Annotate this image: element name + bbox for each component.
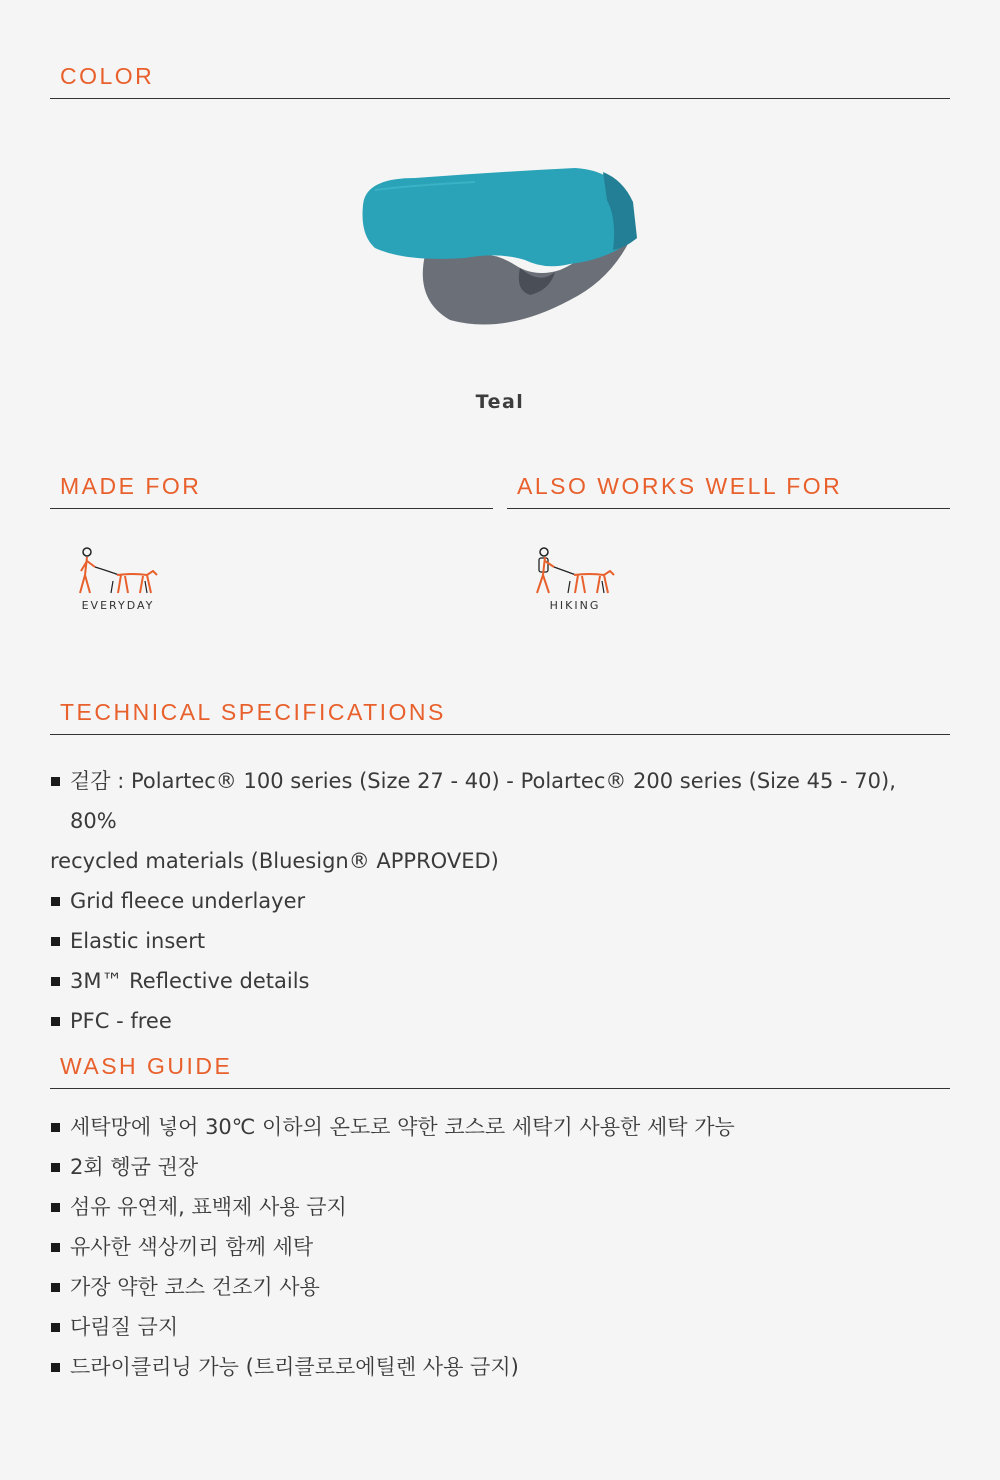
activity-label: EVERYDAY [81, 599, 155, 612]
bullet-icon [51, 977, 60, 986]
wash-guide-title: WASH GUIDE [60, 1053, 233, 1079]
list-item [50, 761, 950, 881]
activity-label: HIKING [549, 599, 601, 612]
bullet-icon [51, 1163, 60, 1172]
list-item [50, 1307, 950, 1347]
wash-text: 드라이클리닝 가능 (트리클로로에틸렌 사용 금지) [70, 1355, 519, 1379]
specs-list [50, 761, 950, 1041]
bullet-icon [51, 1017, 60, 1026]
bullet-icon [51, 1363, 60, 1372]
specs-title: TECHNICAL SPECIFICATIONS [60, 699, 446, 725]
spec-text: PFC - free [70, 1009, 172, 1033]
bullet-icon [51, 1323, 60, 1332]
made-for-divider [50, 508, 493, 509]
activity-hiking [520, 545, 630, 612]
also-works-title: ALSO WORKS WELL FOR [517, 473, 843, 499]
bullet-icon [51, 937, 60, 946]
list-item [50, 1147, 950, 1187]
bullet-icon [51, 1203, 60, 1212]
spec-text: Elastic insert [70, 929, 206, 953]
activity-everyday [63, 545, 173, 612]
list-item [50, 881, 950, 921]
wash-guide-divider [50, 1088, 950, 1089]
bullet-icon [51, 1283, 60, 1292]
bullet-icon [51, 1243, 60, 1252]
hiking-dog-icon [530, 545, 620, 601]
walking-dog-icon [73, 545, 163, 601]
spec-text-continued: recycled materials (Bluesign® APPROVED) [50, 849, 499, 873]
list-item [50, 961, 950, 1001]
specs-divider [50, 734, 950, 735]
bullet-icon [51, 897, 60, 906]
wash-text: 가장 약한 코스 건조기 사용 [70, 1275, 320, 1299]
list-item [50, 1227, 950, 1267]
color-section-divider [50, 98, 950, 99]
wash-text: 2회 헹굼 권장 [70, 1155, 199, 1179]
color-variant-name: Teal [475, 391, 525, 413]
list-item [50, 1107, 950, 1147]
list-item [50, 1347, 950, 1387]
list-item [50, 1187, 950, 1227]
spec-text: 겉감 : Polartec® 100 series (Size 27 - 40) - Polartec® 200 series (Size 45 - 70), 80% [70, 769, 896, 833]
color-section-title: COLOR [60, 63, 155, 89]
wash-text: 다림질 금지 [70, 1315, 179, 1339]
wash-guide-list [50, 1107, 950, 1387]
also-works-divider [507, 508, 950, 509]
made-for-title: MADE FOR [60, 473, 202, 499]
list-item [50, 1267, 950, 1307]
wash-text: 유사한 색상끼리 함께 세탁 [70, 1235, 314, 1259]
spec-text: Grid fleece underlayer [70, 889, 306, 913]
bullet-icon [51, 777, 60, 786]
wash-text: 세탁망에 넣어 30℃ 이하의 온도로 약한 코스로 세탁기 사용한 세탁 가능 [70, 1115, 735, 1139]
wash-text: 섬유 유연제, 표백제 사용 금지 [70, 1195, 347, 1219]
list-item [50, 921, 950, 961]
spec-text: 3M™ Reflective details [70, 969, 310, 993]
product-image [355, 160, 645, 335]
list-item [50, 1001, 950, 1041]
bullet-icon [51, 1123, 60, 1132]
